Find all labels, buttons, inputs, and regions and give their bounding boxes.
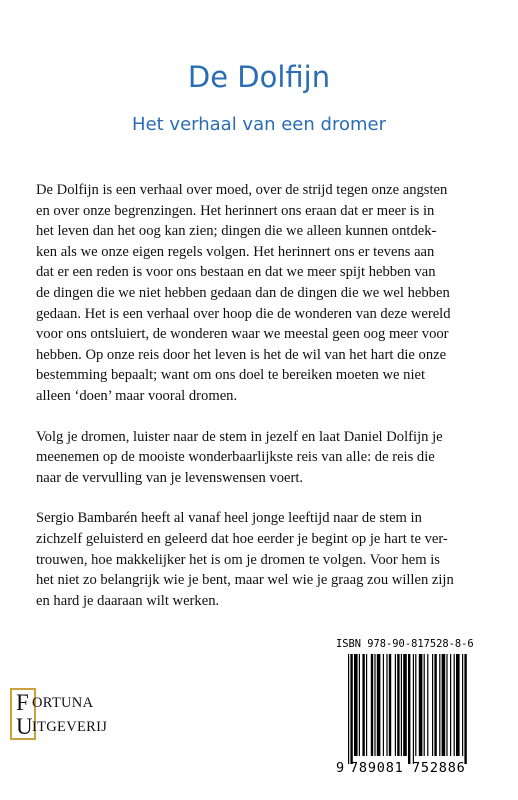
barcode-bar (362, 654, 364, 756)
barcode-bar (432, 654, 433, 756)
barcode-bar (464, 654, 466, 764)
blurb-paragraph-1 (36, 180, 482, 407)
text-line: De Dolfijn is een verhaal over moed, over de strijd tegen onze angsten (36, 182, 448, 198)
blurb-text (36, 180, 482, 631)
text-line: het leven dan het oog kan zien; dingen die we alleen kunnen ontdek- (36, 223, 437, 240)
text-line: en hard je daaraan wilt werken. (36, 592, 220, 609)
author-bio-paragraph (36, 508, 482, 611)
text-line: het niet zo belangrijk wie je bent, maar wel wie je graag zou willen zijn (36, 572, 454, 589)
text-line: naar de vervulling van je levenswensen voert. (36, 469, 304, 486)
blurb-paragraph-2 (36, 427, 482, 489)
barcode-bar (442, 654, 446, 756)
barcode-bar (403, 654, 407, 756)
isbn-label: ISBN 978-90-817528-8-6 (336, 638, 474, 650)
text-line: hebben. Op onze reis door het leven is het de wil van het hart die onze (36, 346, 447, 363)
text-line: gedaan. Het is een verhaal over hoop die de wonderen van deze wereld (36, 305, 451, 322)
barcode-bar (454, 654, 455, 756)
barcode-bar (366, 654, 367, 756)
barcode-bar (383, 654, 384, 756)
book-subtitle: Het verhaal van een dromer (132, 114, 386, 135)
text-line: trouwen, hoe makkelijker het is om je dromen te volgen. Voor hem is (36, 551, 440, 568)
text-line: dat er een reden is voor ons bestaan en dat we meer spijt hebben van (36, 264, 436, 281)
barcode-bar (462, 654, 463, 756)
text-line: ken als we onze eigen regels volgen. Het herinnert ons er tevens aan (36, 243, 435, 260)
barcode-bars (334, 654, 482, 766)
barcode-bar (374, 654, 375, 756)
barcode-bar (389, 654, 391, 756)
publisher-logo (10, 688, 190, 744)
barcode-bar (371, 654, 373, 756)
barcode-bar (350, 654, 352, 764)
barcode-bar (434, 654, 436, 756)
barcode-bar (413, 654, 414, 764)
barcode-bar (354, 654, 358, 756)
logo-initial-u: U (16, 714, 33, 739)
ean-first-digit: 9 (336, 760, 345, 776)
barcode-bar (415, 654, 416, 756)
text-line: de dingen die we niet hebben gedaan dan de dingen die we wel hebben (36, 284, 450, 301)
barcode-bar (359, 654, 360, 756)
text-line: en over onze begrenzingen. Het herinnert ons eraan dat er meer is in (36, 202, 435, 219)
barcode-bar (408, 654, 410, 764)
logo-word-itgeverij: ITGEVERIJ (32, 719, 108, 735)
text-line: Volg je dromen, luister naar de stem in jezelf en laat Daniel Dolfijn je (36, 428, 443, 445)
barcode-bar (424, 654, 425, 756)
barcode-bar (377, 654, 381, 756)
book-title: De Dolfijn (187, 60, 331, 94)
text-line: zichzelf geluisterd en geleerd dat hoe eerder je begint op je hart te ver- (36, 530, 448, 547)
ean-right-group: 752886 (412, 760, 466, 776)
barcode-bar (450, 654, 451, 756)
text-line: meenemen op de mooiste wonderbaarlijkste reis van alle: de reis die (36, 449, 435, 466)
barcode-bar (439, 654, 440, 756)
logo-word-ortuna: ORTUNA (32, 695, 94, 711)
barcode-bar (456, 654, 460, 756)
logo-initial-f: F (16, 690, 29, 715)
barcode-bar (446, 654, 447, 756)
ean-left-group: 789081 (350, 760, 404, 776)
text-line: bestemming bepaalt; want om ons doel te bereiken moeten we niet (36, 367, 426, 384)
text-line: alleen ‘doen’ maar vooral dromen. (36, 387, 238, 404)
text-line: Sergio Bambarén heeft al vanaf heel jonge leeftijd naar de stem in (36, 510, 422, 527)
barcode-bar (397, 654, 399, 756)
barcode-bar (395, 654, 396, 756)
text-line: voor ons ontsluiert, de wonderen waar we meestal geen oog meer voor (36, 326, 449, 343)
barcode-bar (427, 654, 428, 756)
barcode-bar (386, 654, 387, 756)
barcode-bar (348, 654, 349, 764)
barcode-bar (419, 654, 423, 756)
isbn-barcode (334, 636, 482, 788)
barcode-bar (401, 654, 402, 756)
